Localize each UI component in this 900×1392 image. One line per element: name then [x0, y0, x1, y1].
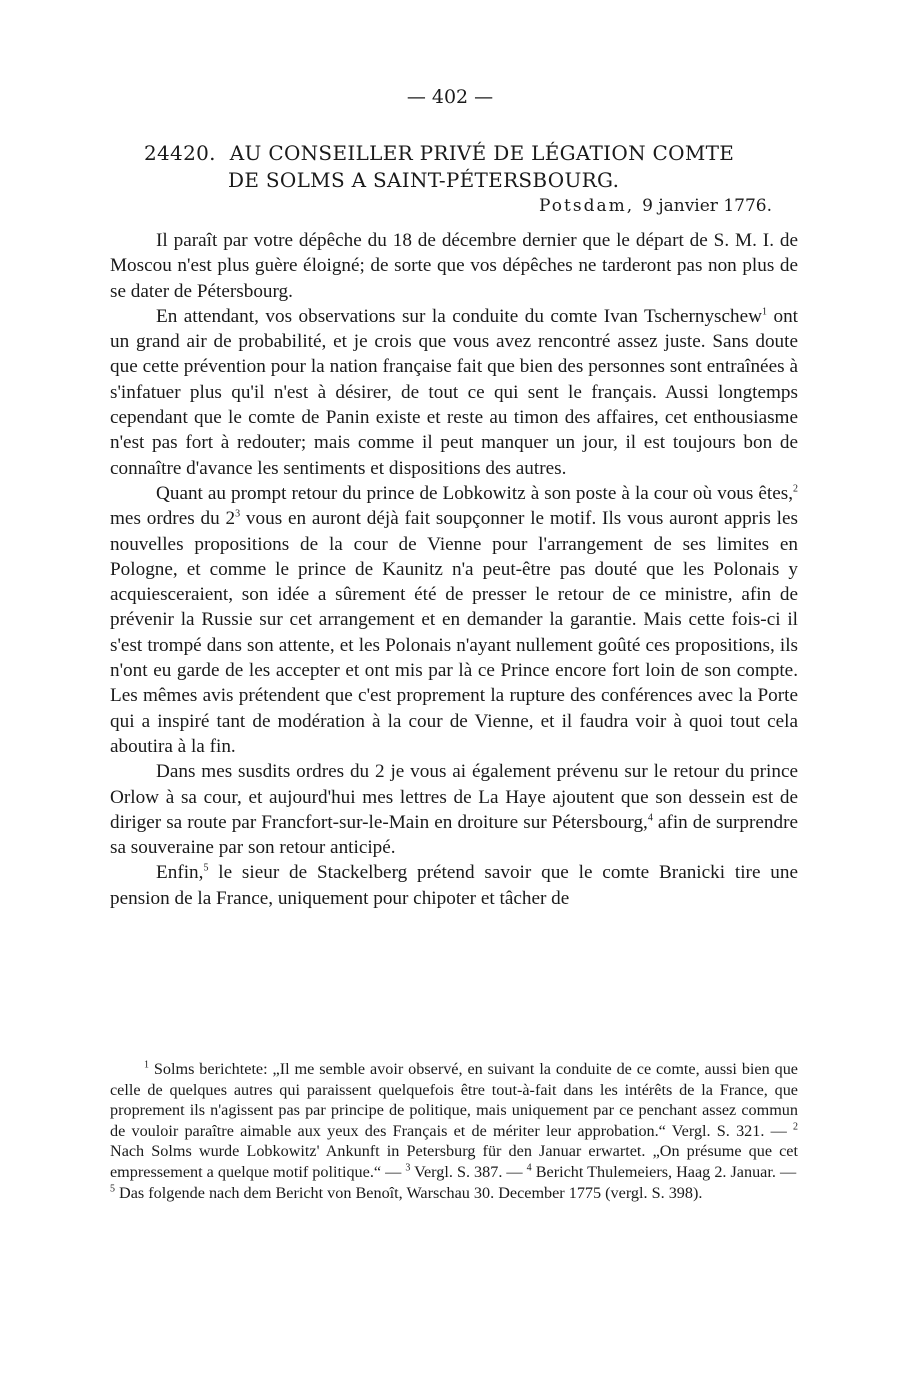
heading-line-1: [144, 140, 784, 167]
footnote-text: Vergl. S. 387. —: [410, 1162, 527, 1181]
letter-body: [110, 228, 798, 911]
paragraph-text: vous en auront déjà fait soupçonner le motif. Ils vous auront appris les nouvelles propositions de la cour de Vienne pour l'arrangement de ses limites en Pologne, et comme le prince de Kaunitz n'a peut-être pas douté que les Polonais y acquiesceraient, son idée a sûrement été de presser le retour de ce ministre, afin de prévenir la Russie sur cet arrangement et en demander la garantie. Mais cette fois-ci il s'est trompé dans son attente, et les Polonais n'ayant nullement goûté ces propositions, ils n'ont eu garde de les accepter et ont mis par là ce Prince encore fort loin de son compte. Les mêmes avis prétendent que c'est proprement la rupture des conférences avec la Porte qui a inspiré tant de modération à la cour de Vienne, et il faudra voir à quoi tout cela aboutira à la fin.: [110, 508, 798, 757]
footnote-marker: 4: [526, 1162, 532, 1174]
paragraph-text: le sieur de Stackelberg prétend savoir que le comte Branicki tire une pension de la France, uniquement pour chipoter et tâcher de: [110, 862, 798, 909]
dateline: [539, 196, 772, 216]
paragraph-text: Il paraît par votre dépêche du 18 de décembre dernier que le départ de S. M. I. de Moscou n'est plus guère éloigné; de sorte que vos dépêches ne tarderont pas non plus de se dater de Pétersbourg.: [110, 230, 798, 302]
footnote-marker: 1: [144, 1059, 149, 1071]
paragraph-text: Quant au prompt retour du prince de Lobkowitz à son poste à la cour où vous êtes,: [156, 482, 793, 504]
footnote-ref: 4: [647, 812, 653, 824]
paragraph: [110, 860, 798, 911]
letter-number: 24420.: [144, 141, 216, 165]
footnote-marker: 3: [405, 1162, 411, 1174]
footnote-marker: 5: [110, 1183, 115, 1195]
footnote-ref: 2: [793, 483, 798, 495]
letter-heading: [144, 140, 784, 194]
footnote-ref: 1: [762, 306, 767, 318]
paragraph-text: Dans mes susdits ordres du 2 je vous ai également prévenu sur le retour du prince Orlow à sa cour, et aujourd'hui mes lettres de La Haye ajoutent que son dessein est de diriger sa route par Francfort-sur-le-Main en droiture sur Pétersbourg,: [110, 761, 798, 833]
dateline-date: 9 janvier 1776.: [642, 196, 772, 216]
dateline-place: Potsdam,: [539, 196, 635, 216]
footnote-text: Solms berichtete: „Il me semble avoir observé, en suivant la conduite de ce comte, aussi bien que celle de quelques autres qui paraissent quelquefois être tout-à-fait dans les intérêts de la France, que proprement ils n'agissent pas par principe de politique, mais uniquement par ce penchant assez commun de vouloir paraître aimable aux yeux des Français et de mériter leur approbation.“ Vergl. S. 321. —: [110, 1060, 798, 1140]
footnotes: [110, 1059, 798, 1203]
footnote-marker: 2: [793, 1121, 798, 1133]
footnote-block: [110, 1059, 798, 1203]
page-number: — 402 —: [406, 86, 494, 108]
paragraph: [110, 759, 798, 860]
paragraph-text: En attendant, vos observations sur la conduite du comte Ivan Tschernyschew: [156, 305, 762, 327]
footnote-text: Bericht Thulemeiers, Haag 2. Januar. —: [531, 1162, 797, 1181]
footnote-text: Das folgende nach dem Bericht von Benoît, Warschau 30. December 1775 (vergl. S. 398).: [115, 1183, 703, 1202]
paragraph-text: mes ordres du 2: [110, 508, 236, 530]
heading-title-1: AU CONSEILLER PRIVÉ DE LÉGATION COMTE: [229, 141, 735, 165]
paragraph: [110, 228, 798, 304]
footnote-ref: 3: [235, 508, 241, 520]
paragraph-text: Enfin,: [156, 862, 204, 884]
heading-line-2: DE SOLMS A SAINT-PÉTERSBOURG.: [228, 168, 620, 192]
paragraph-text: afin de surprendre sa souveraine par son retour anticipé.: [110, 811, 799, 859]
paragraph: [110, 481, 798, 759]
footnote-text: Nach Solms wurde Lobkowitz' Ankunft in Petersburg für den Januar erwartet. „On présume que cet empressement a quelque motif politique.“ —: [110, 1142, 798, 1181]
paragraph: [110, 304, 798, 481]
footnote-ref: 5: [203, 863, 209, 875]
paragraph-text: ont un grand air de probabilité, et je crois que vous avez rencontré assez juste. Sans doute que cette prévention pour la nation française fait que bien des personnes sont entraînées à s'infatuer plus qu'il n'est à désirer, de tout ce qui sent le français. Aussi longtemps cependant que le comte de Panin existe et reste au timon des affaires, cet enthousiasme n'est pas fort à redouter; mais comme il peut manquer un jour, il est toujours bon de connaître d'avance les sentiments et dispositions des autres.: [110, 305, 798, 479]
